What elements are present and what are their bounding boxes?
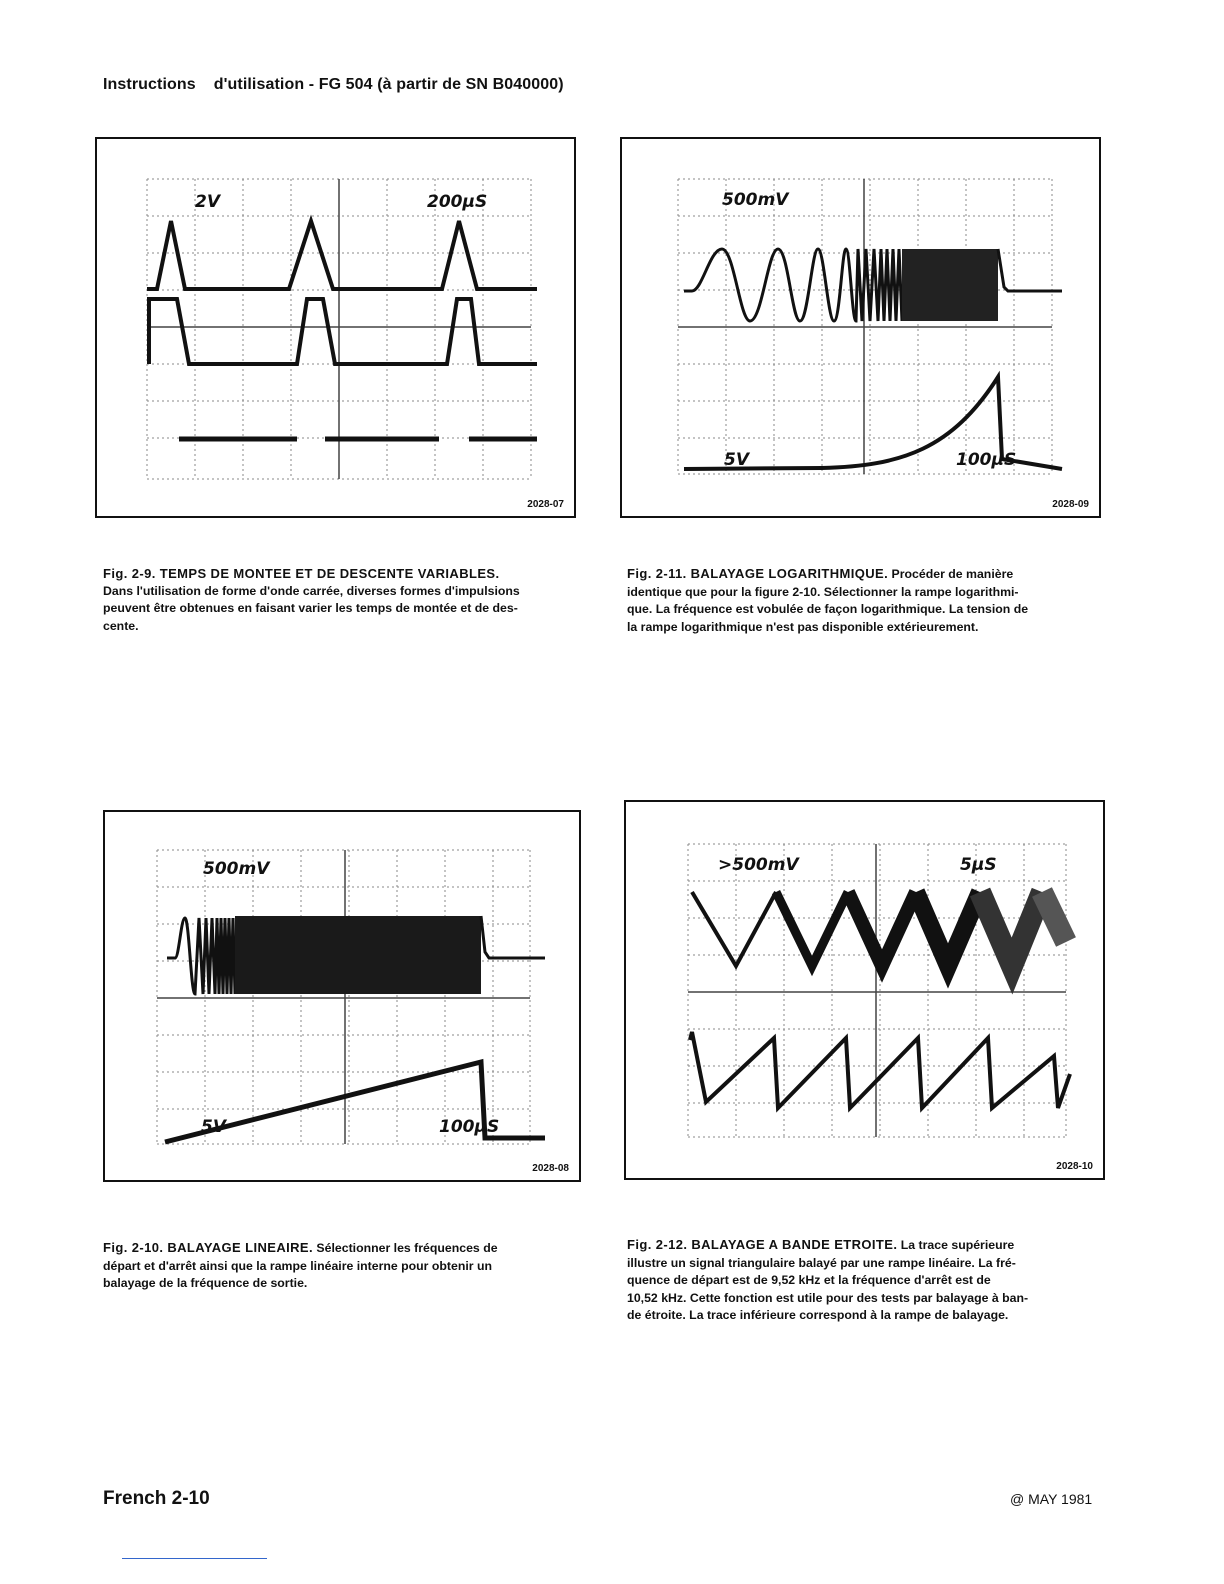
scope-label-volts: >500mV xyxy=(718,855,799,875)
scope-label-ramp-volts: 5V xyxy=(201,1117,226,1137)
caption-title: Fig. 2-12. BALAYAGE A BANDE ETROITE. xyxy=(627,1237,898,1252)
caption-line: peuvent être obtenues en faisant varier les temps de montée et de des- xyxy=(103,601,518,615)
footer-rule xyxy=(122,1558,267,1559)
trace-log-sweep-dense xyxy=(902,249,998,321)
caption-line: Dans l'utilisation de forme d'onde carrée, diverses formes d'impulsions xyxy=(103,583,520,598)
scope-label-volts: 500mV xyxy=(722,190,789,210)
trace-linear-sweep xyxy=(167,918,235,994)
trace-trapezoid-pulses xyxy=(149,299,537,364)
header-right: d'utilisation - FG 504 (à partir de SN B040000) xyxy=(213,76,564,93)
figure-number: 2028-10 xyxy=(1056,1161,1093,1172)
caption-line: illustre un signal triangulaire balayé par une rampe linéaire. La fré- xyxy=(627,1255,1016,1270)
caption-line: balayage de la fréquence de sortie. xyxy=(103,1276,308,1290)
caption-line: la rampe logarithmique n'est pas disponible extérieurement. xyxy=(627,619,979,634)
scope-label-time: 100µS xyxy=(956,450,1017,470)
scope-label-ramp-volts: 5V xyxy=(724,450,749,470)
caption-title: Fig. 2-10. BALAYAGE LINEAIRE. xyxy=(103,1240,314,1255)
caption-line: 10,52 kHz. Cette fonction est utile pour des tests par balayage à ban- xyxy=(627,1290,1029,1305)
trace-log-sweep xyxy=(684,249,902,321)
caption-line: Procéder de manière xyxy=(888,567,1014,581)
caption-line: de étroite. La trace inférieure correspond à la rampe de balayage. xyxy=(627,1308,1009,1322)
caption-fig-2-10 xyxy=(103,1239,593,1293)
caption-fig-2-9 xyxy=(103,565,593,635)
figure-2-11-photo xyxy=(620,137,1101,518)
scope-label-time: 100µS xyxy=(439,1117,500,1137)
caption-line: La trace supérieure xyxy=(897,1238,1015,1252)
header-left: Instructions xyxy=(103,76,196,93)
caption-line: Sélectionner les fréquences de xyxy=(313,1241,498,1255)
trace-linear-sweep-dense xyxy=(235,916,481,994)
trace-triangle-pulses xyxy=(147,221,537,289)
figure-2-12-photo xyxy=(624,800,1105,1180)
caption-line: cente. xyxy=(103,618,139,633)
figure-number: 2028-07 xyxy=(527,499,564,510)
publication-date: @ MAY 1981 xyxy=(1010,1491,1093,1507)
caption-title: Fig. 2-9. TEMPS DE MONTEE ET DE DESCENTE VARIABLES. xyxy=(103,566,500,581)
page-header xyxy=(103,76,564,94)
figure-number: 2028-09 xyxy=(1052,499,1089,510)
caption-line: départ et d'arrêt ainsi que la rampe linéaire interne pour obtenir un xyxy=(103,1258,492,1273)
figure-2-10-photo xyxy=(103,810,581,1182)
figure-2-9-photo xyxy=(95,137,576,518)
caption-line: que. La fréquence est vobulée de façon logarithmique. La tension de xyxy=(627,602,1029,616)
page-number: French 2-10 xyxy=(103,1488,210,1509)
scope-label-time: 200µS xyxy=(427,192,488,212)
scope-label-time: 5µS xyxy=(960,855,997,875)
caption-line: quence de départ est de 9,52 kHz et la fréquence d'arrêt est de xyxy=(627,1273,991,1287)
figure-number: 2028-08 xyxy=(532,1163,569,1174)
scope-label-volts: 500mV xyxy=(203,859,270,879)
caption-fig-2-11 xyxy=(627,565,1117,636)
caption-line: identique que pour la figure 2-10. Sélectionner la rampe logarithmi- xyxy=(627,584,1019,599)
caption-title: Fig. 2-11. BALAYAGE LOGARITHMIQUE. xyxy=(627,566,889,581)
caption-fig-2-12 xyxy=(627,1236,1117,1325)
scope-label-volts: 2V xyxy=(195,192,220,212)
